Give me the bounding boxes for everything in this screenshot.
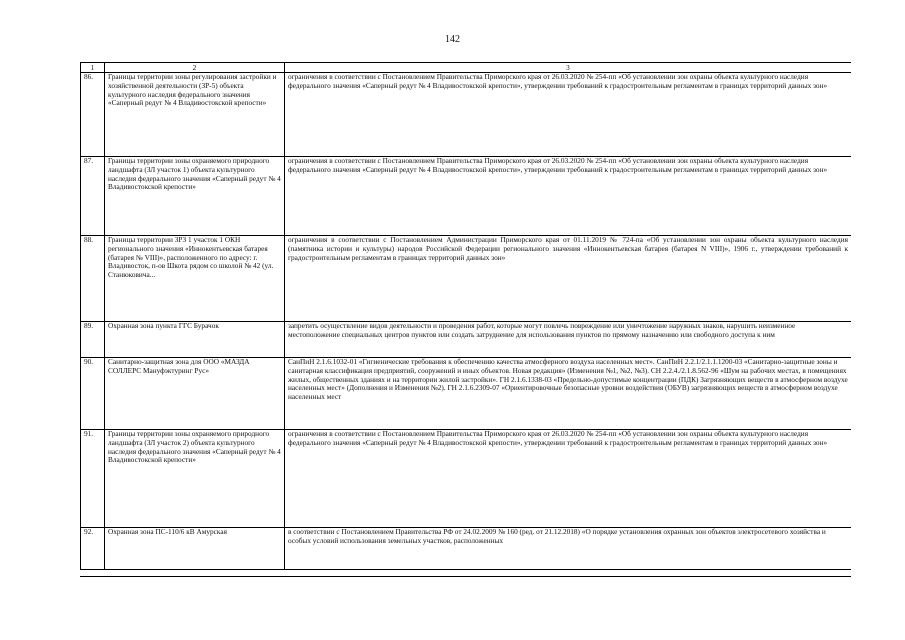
table-body bbox=[81, 73, 852, 570]
zone-name: Границы территории зоны регулирования застройки и хозяйственной деятельности (ЗР-5) объекта культурного наследия федерального значения «Саперный редут № 4 Владивостокской крепости» bbox=[105, 73, 285, 157]
zone-name: Охранная зона пункта ГГС Бурачок bbox=[105, 322, 285, 358]
row-number: 88. bbox=[81, 236, 105, 322]
table-row bbox=[81, 157, 852, 236]
document-table-container bbox=[80, 62, 851, 577]
header-col-3: 3 bbox=[285, 63, 852, 73]
zone-name: Границы территории ЗРЗ 1 участок 1 ОКН регионального значения «Иннокентьевская батарея (батарея № VIII)», расположенного по адресу: г. Владивосток, п-ов Шкота рядом со школой № 42 (ул. Станюковича... bbox=[105, 236, 285, 322]
table-row bbox=[81, 358, 852, 430]
zone-name: Границы территории зоны охраняемого природного ландшафта (ЗЛ участок 2) объекта культурного наследия федерального значения «Саперный редут № 4 Владивостокской крепости» bbox=[105, 430, 285, 528]
restriction-text: ограничения в соответствии с Постановлением Правительства Приморского края от 26.03.2020 № 254-пп «Об установлении зон охраны объекта культурного наследия федерального значения «Саперный редут № 4 Владивостокской крепости», утверждении требований к градостроительным регламентам в границах территорий данных зон» bbox=[285, 430, 852, 528]
zone-name: Границы территории зоны охраняемого природного ландшафта (ЗЛ участок 1) объекта культурного наследия федерального значения «Саперный редут № 4 Владивостокской крепости» bbox=[105, 157, 285, 236]
restrictions-table bbox=[80, 62, 851, 570]
restriction-text: в соответствии с Постановлением Правительства РФ от 24.02.2009 № 160 (ред. от 21.12.2018) «О порядке установления охранных зон объектов электросетевого хозяйства и особых условий использования земельных участков, расположенных bbox=[285, 528, 852, 570]
restriction-text: ограничения в соответствии с Постановлением Правительства Приморского края от 26.03.2020 № 254-пп «Об установлении зон охраны объекта культурного наследия федерального значения «Саперный редут № 4 Владивостокской крепости», утверждении требований к градостроительным регламентам в границах территорий данных зон» bbox=[285, 157, 852, 236]
restriction-text: ограничения в соответствии с Постановлением Администрации Приморского края от 01.11.2019 № 724-па «Об установлении зон охраны объекта культурного наследия (памятника истории и культуры) народов Российской Федерации регионального значения «Иннокентьевская батарея (батарея N VIII)», 1906 г., утверждении требований к градостроительным регламентам в границах территорий данных зон» bbox=[285, 236, 852, 322]
row-number: 86. bbox=[81, 73, 105, 157]
row-number: 92. bbox=[81, 528, 105, 570]
table-row bbox=[81, 430, 852, 528]
page-number: 142 bbox=[445, 34, 460, 45]
header-col-1: 1 bbox=[81, 63, 105, 73]
restriction-text: запретить осуществление видов деятельности и проведения работ, которые могут повлечь повреждение или уничтожение наружных знаков, нарушить неизменное местоположение специальных центров пунктов или создать затруднение для использования пунктов по прямому назначению или свободного доступа к ним bbox=[285, 322, 852, 358]
table-row bbox=[81, 236, 852, 322]
row-number: 91. bbox=[81, 430, 105, 528]
restriction-text: ограничения в соответствии с Постановлением Правительства Приморского края от 26.03.2020 № 254-пп «Об установлении зон охраны объекта культурного наследия федерального значения «Саперный редут № 4 Владивостокской крепости», утверждении требований к градостроительным регламентам в границах территорий данных зон» bbox=[285, 73, 852, 157]
zone-name: Санитарно-защитная зона для ООО «МАЗДА СОЛЛЕРС Мануфэктуринг Рус» bbox=[105, 358, 285, 430]
zone-name: Охранная зона ПС-110/6 кВ Амурская bbox=[105, 528, 285, 570]
row-number: 89. bbox=[81, 322, 105, 358]
header-row bbox=[81, 63, 852, 73]
table-header bbox=[81, 63, 852, 73]
row-number: 90. bbox=[81, 358, 105, 430]
row-number: 87. bbox=[81, 157, 105, 236]
table-row bbox=[81, 322, 852, 358]
restriction-text: СанПиН 2.1.6.1032-01 «Гигиенические требования к обеспечению качества атмосферного воздуха населенных мест». СанПиН 2.2.1/2.1.1.1200-03 «Санитарно-защитные зоны и санитарная классификация предприятий, сооружений и иных объектов. Новая редакция» (Изменения №1, №2, №3). СН 2.2.4./2.1.8.562-96 «Шум на рабочих местах, в помещениях жилых, общественных зданиях и на территории жилой застройки». ГН 2.1.6.1338-03 «Предельно-допустимые концентрации (ПДК) Загрязняющих веществ в атмосферном воздухе населенных мест» (Дополнения и Изменения №2). ГН 2.1.6.2309-07 «Ориентировочные безопасные уровни воздействия (ОБУВ) загрязняющих веществ в атмосферном воздухе населенных мест bbox=[285, 358, 852, 430]
table-row bbox=[81, 73, 852, 157]
header-col-2: 2 bbox=[105, 63, 285, 73]
table-row bbox=[81, 528, 852, 570]
